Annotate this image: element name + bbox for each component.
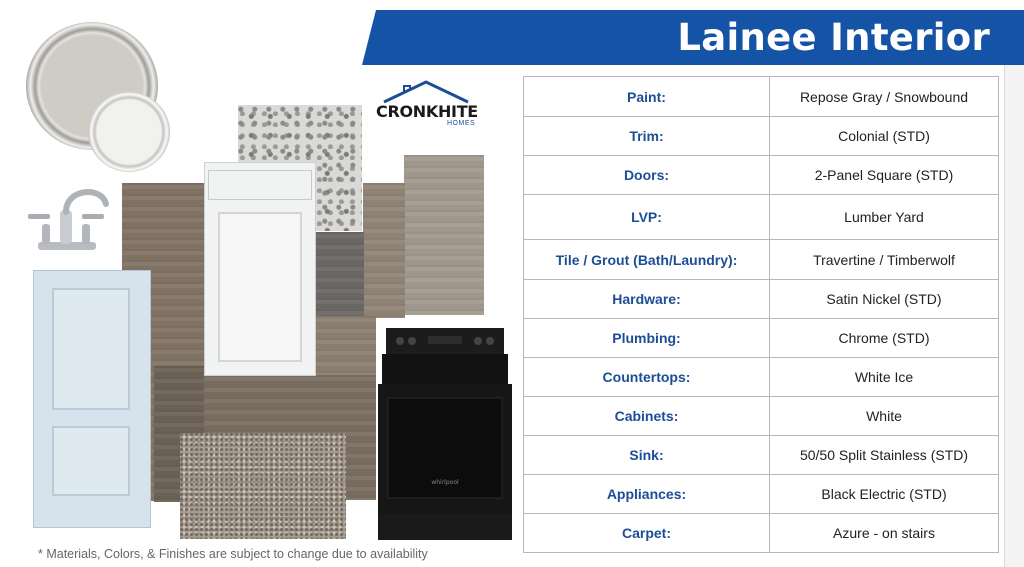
spec-value: Azure - on stairs xyxy=(770,514,999,553)
table-row xyxy=(524,240,999,280)
spec-label: Plumbing: xyxy=(524,319,770,358)
spec-value: 2-Panel Square (STD) xyxy=(770,156,999,195)
spec-label: Doors: xyxy=(524,156,770,195)
lvp-plank-sample xyxy=(404,155,484,315)
table-row xyxy=(524,397,999,436)
paint-can-snowbound xyxy=(88,92,170,172)
spec-label: Countertops: xyxy=(524,358,770,397)
spec-value: Black Electric (STD) xyxy=(770,475,999,514)
carpet-sample xyxy=(180,433,346,539)
spec-value: Colonial (STD) xyxy=(770,117,999,156)
table-row xyxy=(524,436,999,475)
range-brand-label: whirlpool xyxy=(431,479,459,486)
spec-value: 50/50 Split Stainless (STD) xyxy=(770,436,999,475)
table-row xyxy=(524,475,999,514)
door-upper-panel xyxy=(52,288,130,410)
page-title: Lainee Interior xyxy=(677,16,990,59)
spec-label: Cabinets: xyxy=(524,397,770,436)
spec-value: Repose Gray / Snowbound xyxy=(770,77,999,117)
table-row xyxy=(524,514,999,553)
availability-footnote: * Materials, Colors, & Finishes are subject to change due to availability xyxy=(38,547,428,561)
table-row xyxy=(524,195,999,240)
table-row xyxy=(524,358,999,397)
spec-label: Trim: xyxy=(524,117,770,156)
door-lower-panel xyxy=(52,426,130,496)
spec-value: Satin Nickel (STD) xyxy=(770,280,999,319)
spec-label: Tile / Grout (Bath/Laundry): xyxy=(524,240,770,280)
table-row xyxy=(524,280,999,319)
cabinet-panel xyxy=(218,212,302,362)
spec-label: Carpet: xyxy=(524,514,770,553)
table-row xyxy=(524,319,999,358)
logo-brand: CRONKHITE xyxy=(376,102,478,121)
table-row xyxy=(524,156,999,195)
spec-value: White xyxy=(770,397,999,436)
faucet-icon xyxy=(22,180,112,256)
spec-table xyxy=(523,76,999,553)
spec-label: Sink: xyxy=(524,436,770,475)
spec-label: Appliances: xyxy=(524,475,770,514)
logo-sub: HOMES xyxy=(447,120,476,127)
spec-value: White Ice xyxy=(770,358,999,397)
right-edge-strip xyxy=(1004,65,1024,567)
table-row xyxy=(524,77,999,117)
spec-value: Lumber Yard xyxy=(770,195,999,240)
lvp-plank-sample xyxy=(316,232,364,317)
spec-label: Paint: xyxy=(524,77,770,117)
electric-range-icon xyxy=(378,328,512,540)
cabinet-drawer-front xyxy=(208,170,312,200)
lvp-plank-sample xyxy=(363,183,405,318)
table-row xyxy=(524,117,999,156)
spec-label: LVP: xyxy=(524,195,770,240)
spec-label: Hardware: xyxy=(524,280,770,319)
spec-value: Travertine / Timberwolf xyxy=(770,240,999,280)
spec-value: Chrome (STD) xyxy=(770,319,999,358)
